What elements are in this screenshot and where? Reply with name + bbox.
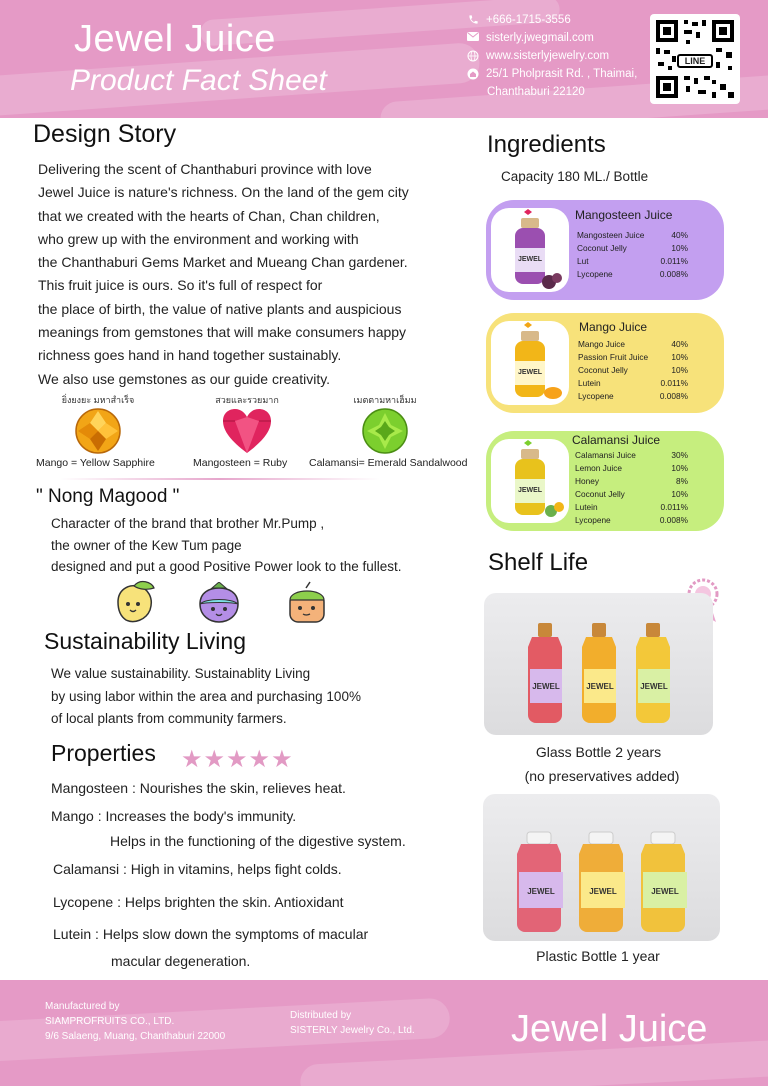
property-calamansi: Calamansi : High in vitamins, helps fight colds. [53,861,342,877]
design-story-line: who grew up with the environment and working with [38,230,359,247]
section-divider [60,478,380,480]
ingredient-value: 0.008% [659,390,688,401]
mango-character-icon [112,580,158,626]
ingredient-name: Mangosteen Juice [577,229,645,240]
mangosteen-bottle-icon [491,208,569,292]
design-story-line: the Chanthaburi Gems Market and Mueang Chan gardener. [38,254,408,271]
ingredient-table [577,228,688,280]
card-title: Mangosteen Juice [575,208,673,222]
ingredient-value: 8% [676,475,688,486]
header-banner [0,0,768,118]
table-row [575,513,688,526]
design-story-line: that we created with the hearts of Chan, Chan children, [38,207,380,224]
bottle-label-text: JEWEL [651,887,679,896]
line-qr-code[interactable] [650,14,740,104]
globe-icon [466,50,480,62]
bottle-thumbnail [491,208,569,292]
sustainability-line: We value sustainability. Sustainablity Living [51,666,311,681]
property-lutein-continued: macular degeneration. [111,953,251,969]
design-story-line: meanings from gemstones that will make consumers happy [38,324,407,341]
glass-bottle-note: (no preservatives added) [524,768,680,784]
glass-bottle-shelf-life: Glass Bottle 2 years [535,744,662,760]
property-mango: Mango : Increases the body's immunity. [51,808,297,824]
ingredient-name: Coconut Jelly [577,242,627,253]
distributed-label: Distributed by [290,1010,352,1021]
plastic-bottle-photo [483,794,720,941]
ingredient-value: 0.011% [660,501,688,512]
table-row [575,474,688,487]
bottle-label-text: JEWEL [527,887,555,896]
ingredient-name: Passion Fruit Juice [578,351,649,362]
gem-caption-mangosteen: Mangosteen = Ruby [193,457,288,469]
sustainability-line: by using labor within the area and purchasing 100% [51,688,361,704]
bottle-label-text: JEWEL [517,487,543,494]
yellow-sapphire-icon [74,407,122,455]
bottle-label-text: JEWEL [589,887,617,896]
bottle-thumbnail [491,321,569,405]
contact-info [466,14,637,104]
table-row [578,337,688,350]
sustainability-text [51,663,361,731]
ingredient-value: 0.008% [659,514,688,525]
ingredient-name: Lycopene [575,514,611,525]
gem-yellow-sapphire [58,393,138,460]
bottle-label-text: JEWEL [517,369,543,376]
table-row [578,376,688,389]
table-row [575,448,688,461]
manufactured-label: Manufactured by [45,1001,120,1012]
emerald-icon [361,407,409,455]
nong-magood-line: Character of the brand that brother Mr.Pump , [51,516,325,531]
ingredient-value: 10% [671,242,688,253]
ingredient-name: Coconut Jelly [578,364,628,375]
ingredient-value: 10% [671,488,688,499]
ingredient-name: Lycopene [578,390,614,401]
design-story-line: richness goes hand in hand together sustainably. [38,347,342,364]
ingredient-name: Coconut Jelly [575,488,625,499]
glass-bottles-icon [484,593,713,735]
ingredient-value: 30% [671,449,688,460]
ingredient-name: Lemon Juice [575,462,623,473]
ingredient-name: Lut [577,255,589,266]
ingredient-table [578,337,688,402]
ingredient-name: Lutein [578,377,601,388]
page-subtitle: Product Fact Sheet [70,64,327,97]
ingredient-value: 10% [671,351,688,362]
table-row [575,500,688,513]
website-link[interactable]: www.sisterlyjewelry.com [486,50,610,62]
ingredient-value: 40% [671,338,688,349]
property-mangosteen: Mangosteen : Nourishes the skin, relieves heat. [51,780,346,796]
ingredient-table [575,448,688,526]
email-address[interactable]: sisterly.jwegmail.com [486,32,594,44]
sustainability-title: Sustainability Living [44,628,247,654]
qr-line-label: LINE [677,54,713,68]
design-story-line: We also use gemstones as our guide creativity. [38,370,331,387]
ruby-heart-icon [221,407,273,457]
table-row [577,228,688,241]
ingredient-value: 0.008% [659,268,688,279]
table-row [575,461,688,474]
shelf-life-title: Shelf Life [488,549,589,576]
ingredients-title: Ingredients [487,131,606,158]
gem-ruby [205,393,289,462]
design-story-line: This fruit juice is ours. So it's full of respect for [38,277,323,294]
gem-caption-calamansi: Calamansi= Emerald Sandalwood [309,457,468,469]
ingredient-value: 10% [671,462,688,473]
table-row [575,487,688,500]
bottle-label-text: JEWEL [586,682,614,691]
gem-thai-label: สวยและรวยมาก [215,395,279,405]
gem-thai-label: ยิ่งยงยะ มหาสำเร็จ [61,395,135,405]
phone-icon [466,14,480,25]
property-lycopene: Lycopene : Helps brighten the skin. Antioxidant [53,894,344,910]
ingredient-name: Honey [575,475,599,486]
distributor-name: SISTERLY Jewelry Co., Ltd. [290,1025,415,1036]
design-story-line: Delivering the scent of Chanthaburi province with love [38,161,372,177]
nong-magood-line: designed and put a good Positive Power look to the fullest. [51,559,402,574]
sustainability-line: of local plants from community farmers. [51,711,287,726]
table-row [577,254,688,267]
bottle-thumbnail [491,439,569,523]
property-lutein: Lutein : Helps slow down the symptoms of macular [53,926,369,942]
ingredient-card-mango [486,313,724,413]
ingredient-name: Lutein [575,501,598,512]
bottle-label-text: JEWEL [640,682,668,691]
manufacturer-info [45,999,225,1044]
bottle-label-text: JEWEL [532,682,560,691]
gem-thai-label: เมตตามหาเฮ็มม [353,395,417,405]
table-row [578,363,688,376]
ingredient-value: 40% [671,229,688,240]
address-line-2: Chanthaburi 22120 [487,86,585,98]
star-rating: ★★★★★ [181,745,294,773]
property-mango-continued: Helps in the functioning of the digestive system. [110,833,406,849]
plastic-bottle-shelf-life: Plastic Bottle 1 year [536,948,660,964]
calamansi-bottle-icon [491,439,569,523]
glass-bottle-photo [484,593,713,735]
ingredient-card-mangosteen [486,200,724,300]
nong-magood-text [51,513,401,578]
brand-title: Jewel Juice [74,18,276,60]
manufacturer-address: 9/6 Salaeng, Muang, Chanthaburi 22000 [45,1031,226,1042]
capacity-label: Capacity 180 ML./ Bottle [501,169,649,184]
distributor-info [290,1008,415,1038]
home-icon [466,68,480,80]
card-title: Mango Juice [579,320,648,334]
design-story-line: Jewel Juice is nature's richness. On the land of the gem city [38,184,409,201]
ingredient-name: Calamansi Juice [575,449,636,460]
email-icon [466,32,480,41]
gem-emerald [345,393,425,460]
design-story-line: the place of birth, the value of native plants and auspicious [38,300,402,317]
table-row [577,241,688,254]
plastic-bottles-icon [483,794,720,941]
manufacturer-name: SIAMPROFRUITS CO., LTD. [45,1016,175,1027]
footer-banner [0,980,768,1086]
table-row [577,267,688,280]
mangosteen-character-icon [196,582,242,626]
properties-title: Properties [51,740,156,766]
gem-caption-mango: Mango = Yellow Sapphire [36,457,155,469]
ingredient-value: 0.011% [660,255,688,266]
address-line-1: 25/1 Pholprasit Rd. , Thaimai, [486,68,638,80]
ingredient-value: 0.011% [660,377,688,388]
ingredient-name: Mango Juice [578,338,626,349]
table-row [578,350,688,363]
nong-magood-title: " Nong Magood " [36,486,180,507]
nong-magood-line: the owner of the Kew Tum page [51,537,242,553]
ingredient-card-calamansi [486,431,724,531]
design-story-text [38,158,458,391]
design-story-title: Design Story [33,120,177,148]
table-row [578,389,688,402]
calamansi-character-icon [286,580,328,626]
mango-bottle-icon [491,321,569,405]
footer-brand: Jewel Juice [511,1008,708,1050]
ingredient-name: Lycopene [577,268,613,279]
bottle-label-text: JEWEL [517,256,543,263]
ingredient-value: 10% [671,364,688,375]
card-title: Calamansi Juice [572,433,661,447]
phone-number[interactable]: +666-1715-3556 [486,14,571,26]
